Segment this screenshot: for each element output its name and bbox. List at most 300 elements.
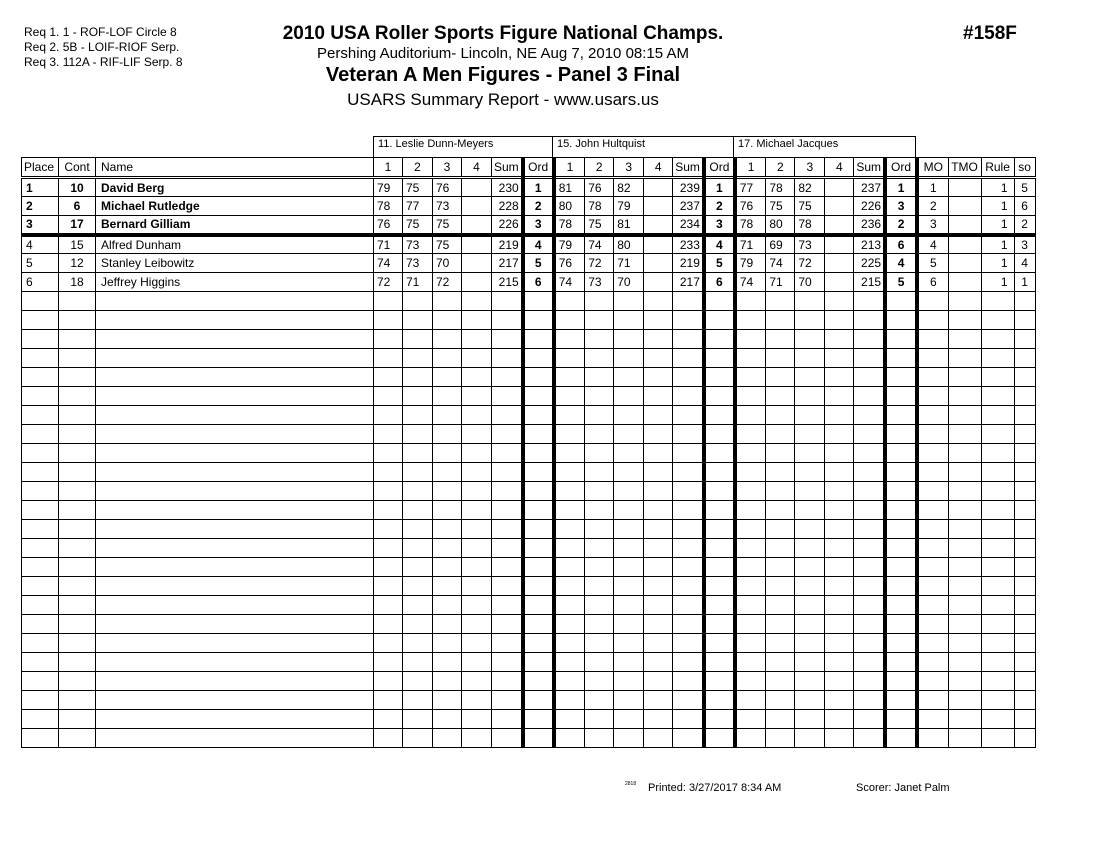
col-j3-fig2: 2 [766, 158, 795, 178]
empty-cell [374, 311, 403, 330]
empty-cell [766, 311, 795, 330]
empty-cell [614, 520, 644, 539]
empty-cell [22, 539, 59, 558]
empty-cell [492, 539, 523, 558]
empty-cell [854, 539, 885, 558]
judge-1-figure-2-score: 77 [403, 197, 433, 216]
empty-cell [554, 634, 585, 653]
col-j1-sum: Sum [492, 158, 523, 178]
empty-cell [885, 292, 917, 311]
empty-row [22, 406, 1036, 425]
place-cell: 1 [22, 178, 59, 197]
judge-3-ordinal: 2 [885, 216, 917, 235]
empty-cell [766, 387, 795, 406]
empty-cell [462, 387, 492, 406]
empty-cell [644, 425, 673, 444]
empty-row [22, 311, 1036, 330]
empty-row [22, 634, 1036, 653]
empty-cell [433, 311, 462, 330]
judge-2-figure-1-score: 74 [554, 273, 585, 292]
empty-cell [981, 292, 1014, 311]
scorer-name: Scorer: Janet Palm [856, 782, 950, 794]
empty-cell [917, 634, 948, 653]
empty-cell [403, 577, 433, 596]
empty-cell [1014, 387, 1035, 406]
empty-cell [795, 368, 825, 387]
judge-3-figure-1-score: 76 [735, 197, 766, 216]
contestant-number-cell: 17 [59, 216, 96, 235]
judge-header-3: 17. Michael Jacques [733, 136, 916, 157]
empty-cell [585, 406, 614, 425]
empty-cell [523, 653, 554, 672]
empty-cell [735, 729, 766, 748]
empty-cell [96, 463, 374, 482]
empty-cell [492, 634, 523, 653]
col-j3-fig1: 1 [735, 158, 766, 178]
judge-3-sum: 225 [854, 254, 885, 273]
judge-2-ordinal: 6 [704, 273, 735, 292]
empty-cell [673, 330, 704, 349]
empty-cell [825, 729, 854, 748]
empty-cell [403, 634, 433, 653]
empty-cell [825, 311, 854, 330]
empty-row [22, 672, 1036, 691]
judge-3-figure-2-score: 69 [766, 235, 795, 254]
empty-cell [704, 349, 735, 368]
empty-cell [22, 463, 59, 482]
empty-cell [917, 387, 948, 406]
empty-cell [22, 482, 59, 501]
table-row [22, 235, 1036, 254]
empty-cell [433, 539, 462, 558]
empty-cell [462, 653, 492, 672]
empty-cell [981, 406, 1014, 425]
empty-cell [735, 330, 766, 349]
empty-cell [403, 311, 433, 330]
empty-cell [766, 729, 795, 748]
empty-cell [795, 406, 825, 425]
empty-cell [22, 520, 59, 539]
empty-cell [948, 710, 981, 729]
empty-cell [825, 482, 854, 501]
empty-cell [704, 482, 735, 501]
empty-cell [59, 615, 96, 634]
col-j2-fig4: 4 [644, 158, 673, 178]
empty-cell [614, 311, 644, 330]
judge-2-figure-3-score: 71 [614, 254, 644, 273]
skating-order-cell: 6 [1014, 197, 1035, 216]
empty-cell [981, 311, 1014, 330]
empty-cell [917, 729, 948, 748]
empty-cell [59, 444, 96, 463]
empty-cell [614, 463, 644, 482]
empty-cell [554, 729, 585, 748]
empty-cell [22, 501, 59, 520]
table-header-row [22, 158, 1036, 178]
empty-cell [766, 520, 795, 539]
empty-cell [981, 387, 1014, 406]
empty-cell [735, 539, 766, 558]
empty-cell [673, 710, 704, 729]
empty-cell [523, 710, 554, 729]
empty-cell [523, 501, 554, 520]
empty-cell [644, 482, 673, 501]
skater-name-cell: Bernard Gilliam [96, 216, 374, 235]
tmo-cell [948, 254, 981, 273]
empty-cell [854, 349, 885, 368]
table-row [22, 254, 1036, 273]
empty-cell [644, 577, 673, 596]
empty-cell [433, 615, 462, 634]
contestant-number-cell: 6 [59, 197, 96, 216]
empty-cell [1014, 691, 1035, 710]
empty-cell [585, 330, 614, 349]
empty-cell [462, 691, 492, 710]
empty-cell [614, 482, 644, 501]
empty-cell [585, 634, 614, 653]
empty-cell [825, 444, 854, 463]
judge-1-figure-3-score: 75 [433, 235, 462, 254]
empty-cell [492, 710, 523, 729]
empty-cell [374, 425, 403, 444]
empty-cell [885, 330, 917, 349]
empty-cell [96, 330, 374, 349]
empty-cell [948, 615, 981, 634]
empty-cell [885, 368, 917, 387]
judge-3-ordinal: 6 [885, 235, 917, 254]
judge-1-figure-1-score: 76 [374, 216, 403, 235]
empty-cell [704, 368, 735, 387]
judge-2-ordinal: 4 [704, 235, 735, 254]
table-row [22, 197, 1036, 216]
empty-cell [614, 634, 644, 653]
empty-cell [403, 653, 433, 672]
empty-cell [523, 539, 554, 558]
empty-row [22, 653, 1036, 672]
empty-cell [22, 558, 59, 577]
empty-cell [433, 710, 462, 729]
judge-1-figure-4-score [462, 235, 492, 254]
empty-cell [403, 501, 433, 520]
empty-cell [795, 330, 825, 349]
judge-1-figure-3-score: 72 [433, 273, 462, 292]
judge-1-figure-4-score [462, 273, 492, 292]
place-cell: 3 [22, 216, 59, 235]
empty-cell [644, 596, 673, 615]
empty-cell [374, 330, 403, 349]
judge-2-figure-1-score: 79 [554, 235, 585, 254]
empty-cell [673, 292, 704, 311]
empty-cell [403, 539, 433, 558]
empty-cell [948, 729, 981, 748]
empty-cell [585, 615, 614, 634]
empty-cell [585, 292, 614, 311]
empty-cell [614, 577, 644, 596]
empty-cell [492, 577, 523, 596]
judge-2-ordinal: 5 [704, 254, 735, 273]
empty-cell [462, 368, 492, 387]
empty-cell [673, 463, 704, 482]
empty-cell [433, 463, 462, 482]
empty-cell [735, 577, 766, 596]
empty-cell [1014, 539, 1035, 558]
empty-cell [403, 463, 433, 482]
empty-cell [766, 349, 795, 368]
empty-cell [795, 292, 825, 311]
empty-cell [673, 520, 704, 539]
empty-cell [644, 330, 673, 349]
empty-cell [885, 729, 917, 748]
empty-cell [433, 292, 462, 311]
place-cell: 5 [22, 254, 59, 273]
empty-cell [96, 311, 374, 330]
empty-row [22, 292, 1036, 311]
empty-cell [704, 444, 735, 463]
empty-cell [59, 330, 96, 349]
empty-cell [917, 330, 948, 349]
empty-cell [374, 729, 403, 748]
empty-cell [795, 463, 825, 482]
empty-cell [59, 558, 96, 577]
rule-cell: 1 [981, 273, 1014, 292]
empty-cell [885, 387, 917, 406]
empty-cell [981, 368, 1014, 387]
empty-cell [825, 615, 854, 634]
empty-cell [1014, 672, 1035, 691]
empty-cell [492, 444, 523, 463]
empty-cell [981, 444, 1014, 463]
contestant-number-cell: 12 [59, 254, 96, 273]
empty-row [22, 501, 1036, 520]
empty-cell [854, 558, 885, 577]
empty-cell [22, 596, 59, 615]
empty-cell [554, 615, 585, 634]
empty-cell [825, 634, 854, 653]
empty-cell [673, 672, 704, 691]
empty-cell [96, 729, 374, 748]
empty-cell [374, 558, 403, 577]
empty-cell [433, 558, 462, 577]
empty-cell [59, 596, 96, 615]
judge-header-1: 11. Leslie Dunn-Meyers [373, 136, 553, 157]
empty-row [22, 710, 1036, 729]
empty-cell [885, 406, 917, 425]
empty-cell [735, 672, 766, 691]
judge-2-figure-2-score: 75 [585, 216, 614, 235]
empty-cell [374, 463, 403, 482]
empty-cell [462, 349, 492, 368]
empty-cell [885, 710, 917, 729]
empty-cell [374, 349, 403, 368]
judge-3-figure-1-score: 71 [735, 235, 766, 254]
empty-cell [704, 558, 735, 577]
empty-cell [673, 653, 704, 672]
skating-order-cell: 3 [1014, 235, 1035, 254]
empty-cell [795, 520, 825, 539]
col-j1-fig1: 1 [374, 158, 403, 178]
judge-1-figure-4-score [462, 197, 492, 216]
empty-cell [374, 387, 403, 406]
tmo-cell [948, 216, 981, 235]
judge-3-figure-4-score [825, 254, 854, 273]
col-j3-fig3: 3 [795, 158, 825, 178]
empty-cell [433, 425, 462, 444]
judge-1-figure-3-score: 75 [433, 216, 462, 235]
empty-cell [735, 311, 766, 330]
judge-2-figure-1-score: 81 [554, 178, 585, 197]
majority-ordinal-cell: 6 [917, 273, 948, 292]
empty-cell [22, 634, 59, 653]
empty-cell [403, 558, 433, 577]
empty-cell [917, 539, 948, 558]
judge-2-figure-3-score: 70 [614, 273, 644, 292]
empty-cell [948, 520, 981, 539]
empty-cell [492, 653, 523, 672]
empty-cell [981, 710, 1014, 729]
empty-cell [825, 425, 854, 444]
empty-cell [96, 425, 374, 444]
empty-cell [948, 653, 981, 672]
empty-cell [766, 634, 795, 653]
empty-cell [917, 596, 948, 615]
empty-cell [673, 691, 704, 710]
empty-cell [735, 653, 766, 672]
empty-cell [22, 387, 59, 406]
empty-cell [585, 577, 614, 596]
empty-cell [795, 444, 825, 463]
empty-cell [854, 729, 885, 748]
empty-cell [1014, 615, 1035, 634]
empty-cell [735, 444, 766, 463]
empty-cell [374, 634, 403, 653]
empty-cell [948, 368, 981, 387]
empty-cell [854, 292, 885, 311]
col-j2-fig1: 1 [554, 158, 585, 178]
empty-row [22, 729, 1036, 748]
empty-cell [22, 349, 59, 368]
tmo-cell [948, 235, 981, 254]
empty-cell [492, 520, 523, 539]
judge-3-figure-3-score: 78 [795, 216, 825, 235]
empty-cell [854, 577, 885, 596]
judge-1-figure-4-score [462, 216, 492, 235]
empty-cell [644, 558, 673, 577]
empty-cell [704, 596, 735, 615]
empty-cell [981, 501, 1014, 520]
empty-cell [885, 520, 917, 539]
empty-cell [644, 710, 673, 729]
judge-1-ordinal: 1 [523, 178, 554, 197]
empty-cell [948, 444, 981, 463]
empty-cell [735, 425, 766, 444]
empty-cell [492, 596, 523, 615]
empty-cell [614, 653, 644, 672]
col-j2-fig3: 3 [614, 158, 644, 178]
empty-cell [462, 311, 492, 330]
empty-cell [704, 406, 735, 425]
judge-1-ordinal: 3 [523, 216, 554, 235]
empty-cell [735, 520, 766, 539]
empty-cell [795, 710, 825, 729]
empty-cell [766, 653, 795, 672]
empty-cell [885, 558, 917, 577]
empty-cell [374, 615, 403, 634]
judge-3-figure-3-score: 72 [795, 254, 825, 273]
empty-cell [735, 349, 766, 368]
skating-order-cell: 1 [1014, 273, 1035, 292]
empty-cell [523, 558, 554, 577]
judge-1-figure-1-score: 72 [374, 273, 403, 292]
empty-cell [585, 311, 614, 330]
empty-cell [554, 482, 585, 501]
empty-cell [948, 387, 981, 406]
empty-cell [917, 577, 948, 596]
empty-cell [59, 387, 96, 406]
skater-name-cell: Michael Rutledge [96, 197, 374, 216]
empty-cell [59, 577, 96, 596]
col-j1-fig3: 3 [433, 158, 462, 178]
empty-cell [59, 482, 96, 501]
empty-cell [644, 520, 673, 539]
event-number: #158F [963, 23, 1017, 44]
empty-cell [374, 653, 403, 672]
judge-3-ordinal: 3 [885, 197, 917, 216]
place-cell: 6 [22, 273, 59, 292]
empty-cell [492, 311, 523, 330]
judge-2-sum: 219 [673, 254, 704, 273]
requirement-1: Req 1. 1 - ROF-LOF Circle 8 [24, 25, 177, 39]
judge-2-ordinal: 2 [704, 197, 735, 216]
empty-cell [374, 691, 403, 710]
empty-cell [1014, 330, 1035, 349]
majority-ordinal-cell: 5 [917, 254, 948, 273]
empty-row [22, 558, 1036, 577]
empty-cell [885, 539, 917, 558]
empty-cell [766, 330, 795, 349]
results-table [21, 157, 1036, 748]
empty-cell [433, 349, 462, 368]
empty-cell [981, 729, 1014, 748]
empty-cell [735, 710, 766, 729]
empty-cell [795, 729, 825, 748]
empty-cell [917, 520, 948, 539]
empty-cell [673, 387, 704, 406]
judge-3-figure-2-score: 78 [766, 178, 795, 197]
empty-cell [704, 463, 735, 482]
empty-cell [462, 425, 492, 444]
empty-cell [825, 387, 854, 406]
rule-cell: 1 [981, 216, 1014, 235]
judge-1-figure-4-score [462, 254, 492, 273]
empty-row [22, 577, 1036, 596]
empty-cell [704, 710, 735, 729]
empty-cell [825, 558, 854, 577]
empty-cell [854, 634, 885, 653]
empty-cell [614, 672, 644, 691]
col-j3-sum: Sum [854, 158, 885, 178]
empty-cell [704, 520, 735, 539]
empty-cell [704, 292, 735, 311]
empty-cell [59, 425, 96, 444]
empty-cell [614, 691, 644, 710]
empty-cell [585, 691, 614, 710]
empty-cell [585, 387, 614, 406]
empty-cell [673, 501, 704, 520]
empty-cell [403, 691, 433, 710]
empty-cell [795, 596, 825, 615]
judge-1-figure-1-score: 74 [374, 254, 403, 273]
empty-cell [492, 292, 523, 311]
